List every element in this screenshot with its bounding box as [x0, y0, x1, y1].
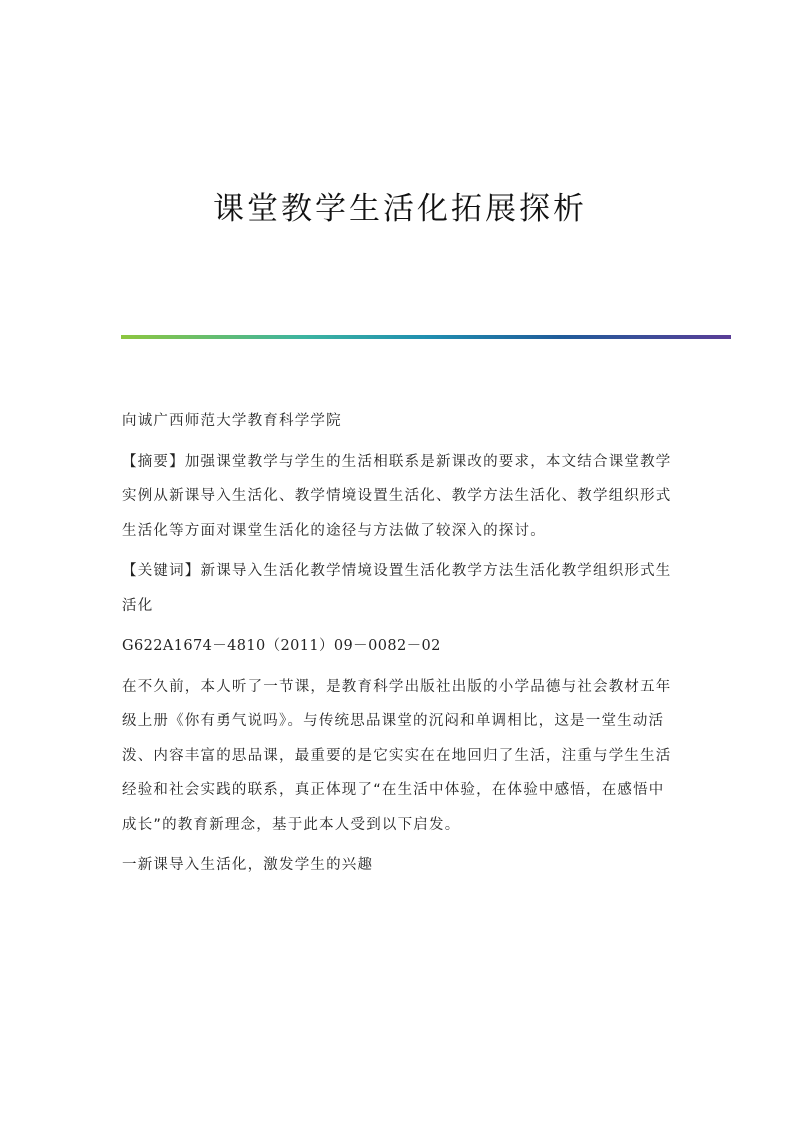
title-divider — [121, 335, 731, 339]
keywords-paragraph — [122, 554, 678, 623]
keywords-text: 新课导入生活化教学情境设置生活化教学方法生活化教学组织形式生活化 — [122, 563, 672, 614]
classification-code: G622A1674－4810（2011）09－0082－02 — [122, 638, 441, 654]
document-body — [122, 404, 678, 883]
abstract-text: 加强课堂教学与学生的生活相联系是新课改的要求，本文结合课堂教学实例从新课导入生活化、教学情境设置生活化、教学方法生活化、教学组织形式生活化等方面对课堂生活化的途径与方法做了较深入的探讨。 — [122, 453, 672, 539]
author-affiliation: 向诚广西师范大学教育科学学院 — [122, 413, 342, 429]
abstract-paragraph — [122, 445, 678, 549]
section-heading: 一新课导入生活化，激发学生的兴趣 — [122, 857, 374, 873]
keywords-label: 【关键词】 — [122, 563, 201, 579]
abstract-label: 【摘要】 — [122, 453, 185, 470]
page-title: 课堂教学生活化拓展探析 — [213, 191, 587, 227]
intro-paragraph: 在不久前，本人听了一节课，是教育科学出版社出版的小学品德与社会教材五年级上册《你有勇气说吗》。与传统思品课堂的沉闷和单调相比，这是一堂生动活泼、内容丰富的思品课，最重要的是它实实在在地回归了生活，注重与学生生活经验和社会实践的联系，真正体现了“在生活中体验，在体验中感悟，在感悟中成长”的教育新理念，基于此本人受到以下启发。 — [122, 678, 672, 833]
